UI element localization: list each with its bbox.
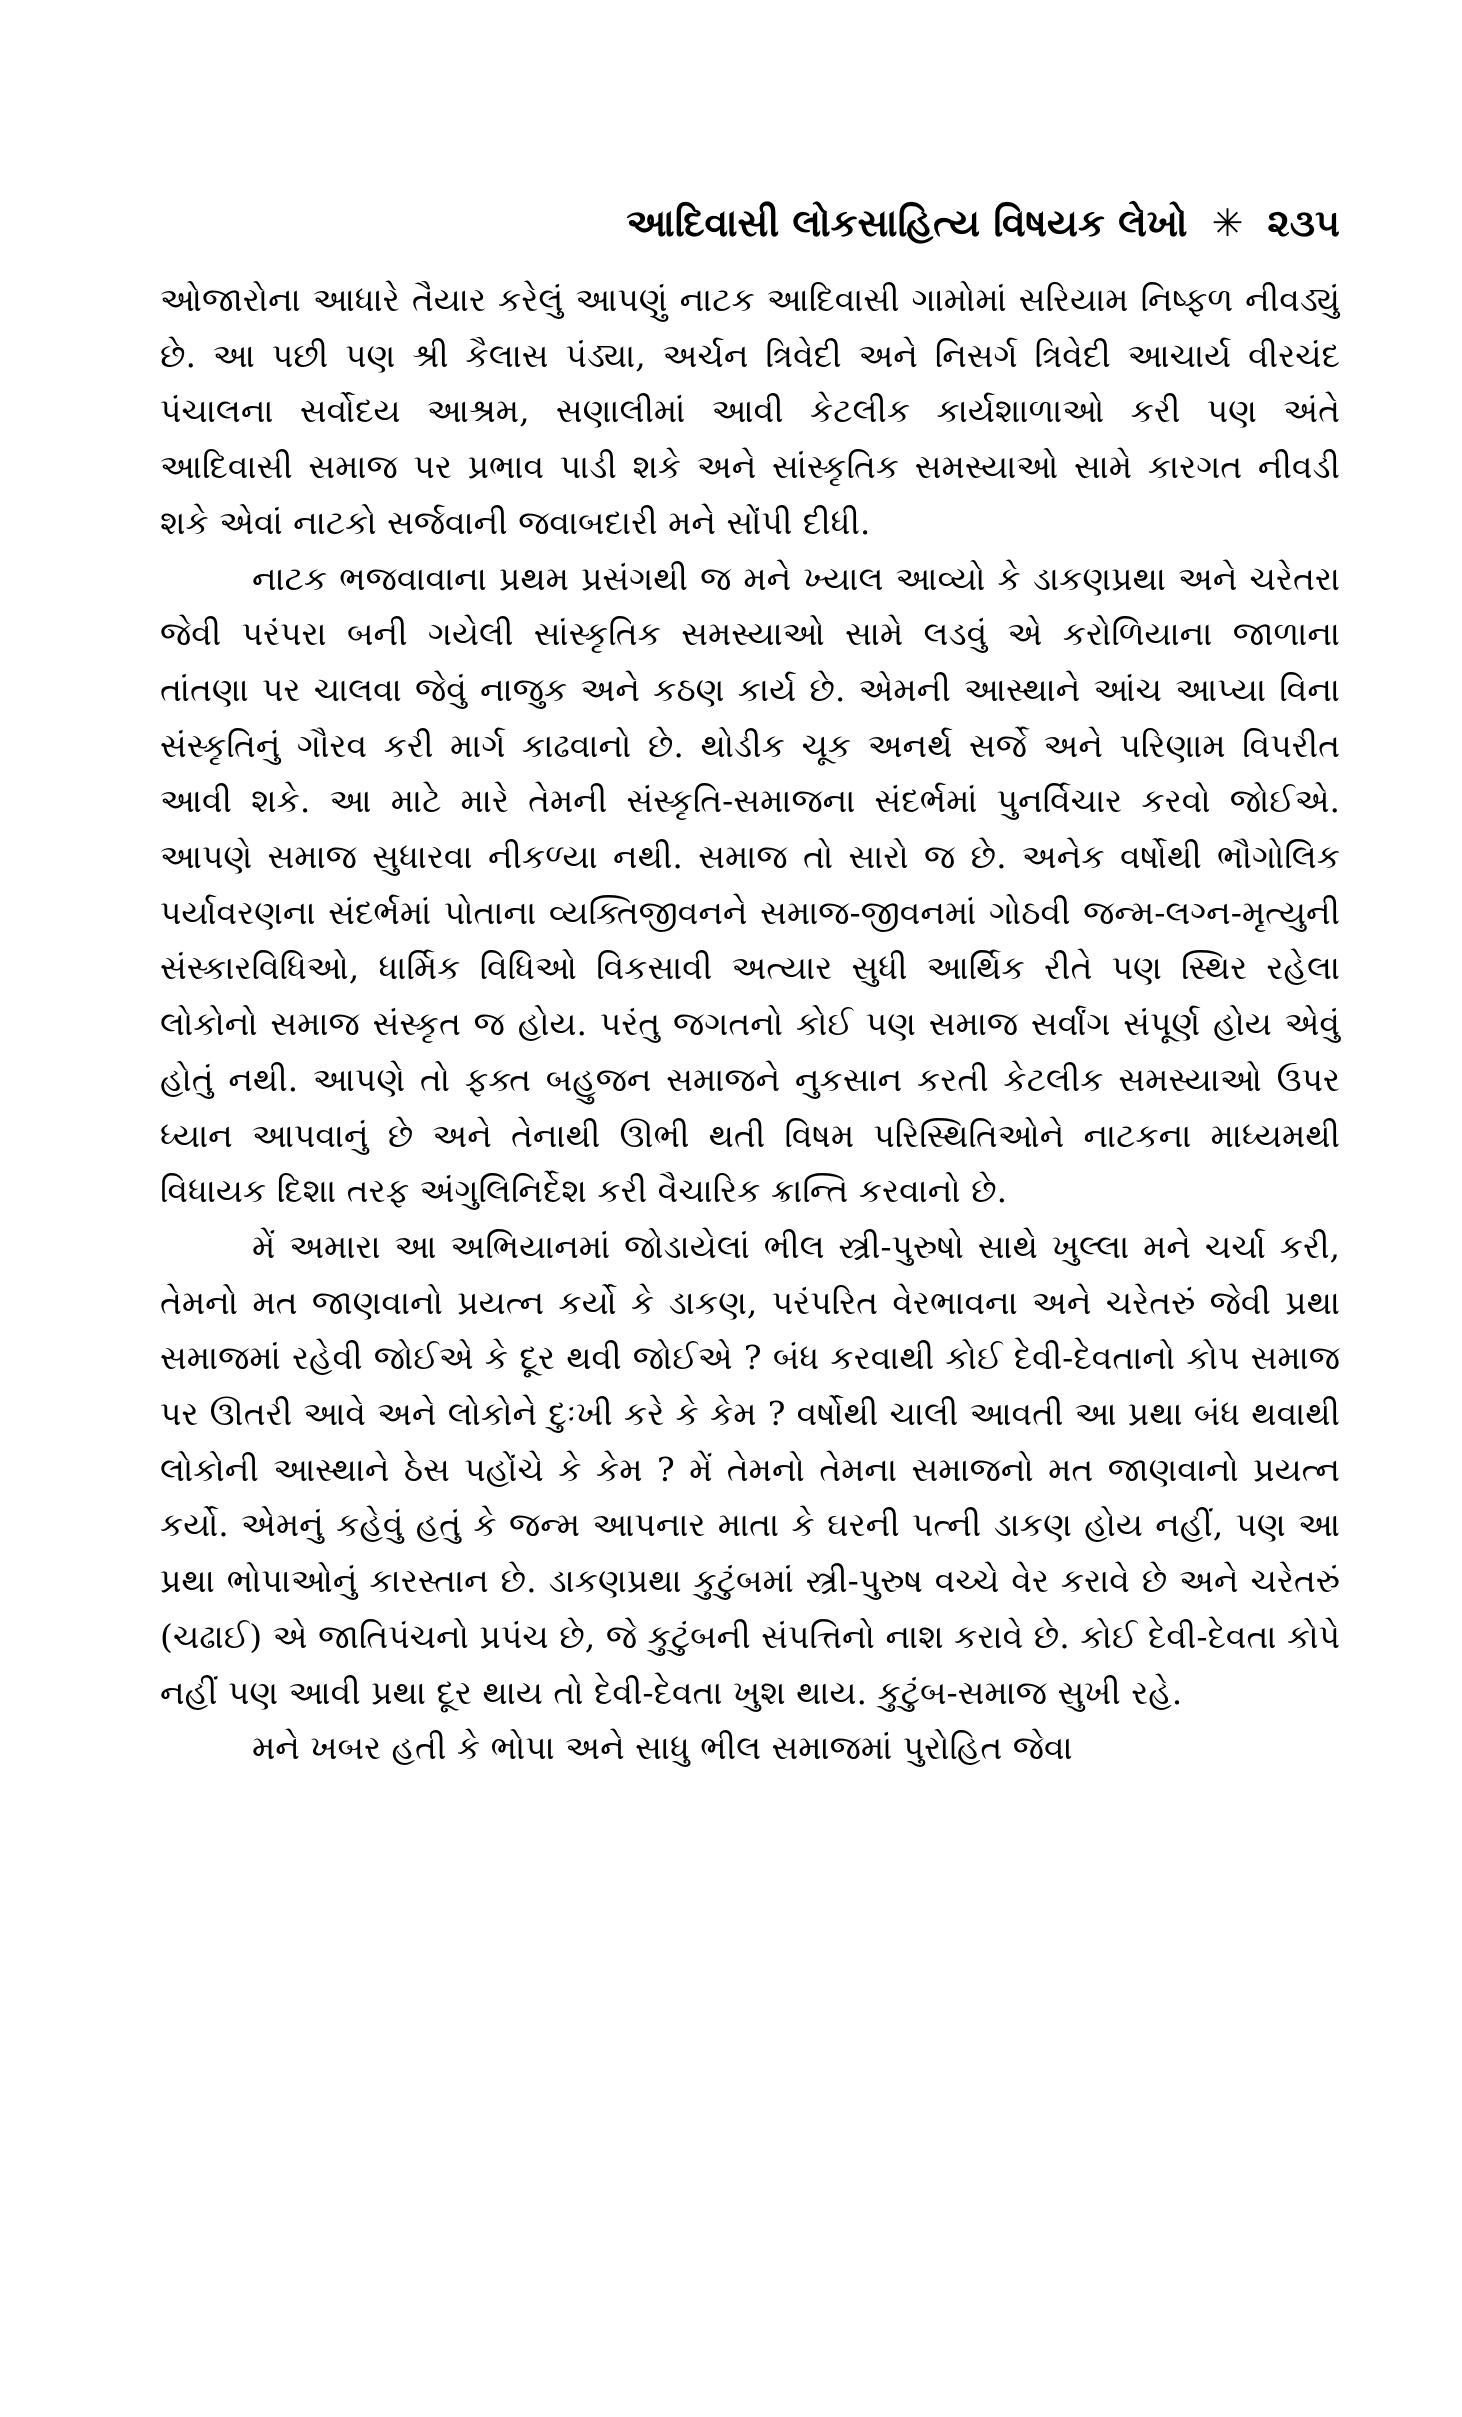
page-number: ૨૩૫ — [1267, 201, 1340, 245]
paragraph-last: મને ખબર હતી કે ભોપા અને સાધુ ભીલ સમાજમાં પુરોહિત જેવા — [252, 1728, 1073, 1768]
paragraph: નાટક ભજવાવાના પ્રથમ પ્રસંગથી જ મને ખ્યાલ આવ્યો કે ડાકણપ્રથા અને ચરેતરા જેવી પરંપરા બની ગયેલી સાંસ્કૃતિક સમસ્યાઓ સામે લડવું એ કરોળિયાના જાળાના તાંતણા પર ચાલવા જેવું નાજુક અને કઠણ કાર્ય છે. એમની આસ્થાને આંચ આપ્યા વિના સંસ્કૃતિનું ગૌરવ કરી માર્ગ કાઢવાનો છે. થોડીક ચૂક અનર્થ સર્જે અને પરિણામ વિપરીત આવી શકે. આ માટે મારે તેમની સંસ્કૃતિ-સમાજના સંદર્ભમાં પુનર્વિચાર કરવો જોઈએ. આપણે સમાજ સુધારવા નીકળ્યા નથી. સમાજ તો સારો જ છે. અનેક વર્ષોથી ભૌગોલિક પર્યાવરણના સંદર્ભમાં પોતાના વ્યક્તિજીવનને સમાજ-જીવનમાં ગોઠવી જન્મ-લગ્ન-મૃત્યુની સંસ્કારવિધિઓ, ધાર્મિક વિધિઓ વિકસાવી અત્યાર સુધી આર્થિક રીતે પણ સ્થિર રહેલા લોકોનો સમાજ સંસ્કૃત જ હોય. પરંતુ જગતનો કોઈ પણ સમાજ સર્વાંગ સંપૂર્ણ હોય એવું હોતું નથી. આપણે તો ફક્ત બહુજન સમાજને નુકસાન કરતી કેટલીક સમસ્યાઓ ઉપર ધ્યાન આપવાનું છે અને તેનાથી ઊભી થતી વિષમ પરિસ્થિતિઓને નાટકના માધ્યમથી વિધાયક દિશા તરફ અંગુલિનિર્દેશ કરી વૈચારિક ક્રાન્તિ કરવાનો છે. — [160, 558, 1340, 1211]
running-header-title: આદિવાસી લોકસાહિત્ય વિષયક લેખો — [626, 201, 1188, 245]
paragraph: મેં અમારા આ અભિયાનમાં જોડાયેલાં ભીલ સ્ત્રી-પુરુષો સાથે ખુલ્લા મને ચર્ચા કરી, તેમનો મત જાણવાનો પ્રયત્ન કર્યો કે ડાકણ, પરંપરિત વેરભાવના અને ચરેતરું જેવી પ્રથા સમાજમાં રહેવી જોઈએ કે દૂર થવી જોઈએ ? બંધ કરવાથી કોઈ દેવી-દેવતાનો કોપ સમાજ પર ઊતરી આવે અને લોકોને દુઃખી કરે કે કેમ ? વર્ષોથી ચાલી આવતી આ પ્રથા બંધ થવાથી લોકોની આસ્થાને ઠેસ પહોંચે કે કેમ ? મેં તેમનો તેમના સમાજનો મત જાણવાનો પ્રયત્ન કર્યો. એમનું કહેવું હતું કે જન્મ આપનાર માતા કે ઘરની પત્ની ડાકણ હોય નહીં, પણ આ પ્રથા ભોપાઓનું કારસ્તાન છે. ડાકણપ્રથા કુટુંબમાં સ્ત્રી-પુરુષ વચ્ચે વેર કરાવે છે અને ચરેતરું (ચઢાઈ) એ જાતિપંચનો પ્રપંચ છે, જે કુટુંબની સંપત્તિનો નાશ કરાવે છે. કોઈ દેવી-દેવતા કોપે નહીં પણ આવી પ્રથા દૂર થાય તો દેવી-દેવતા ખુશ થાય. કુટુંબ-સમાજ સુખી રહે. — [160, 1226, 1340, 1712]
body-text — [160, 272, 1340, 1776]
running-header — [540, 178, 1340, 268]
asterisk-separator-icon: ✳ — [1211, 201, 1244, 245]
paragraph-continuation: ઓજારોના આધારે તૈયાર કરેલું આપણું નાટક આદિવાસી ગામોમાં સરિયામ નિષ્ફળ નીવડ્યું છે. આ પછી પણ શ્રી કૈલાસ પંડ્યા, અર્ચન ત્રિવેદી અને નિસર્ગ ત્રિવેદી આચાર્ય વીરચંદ પંચાલના સર્વોદય આશ્રમ, સણાલીમાં આવી કેટલીક કાર્યશાળાઓ કરી પણ અંતે આદિવાસી સમાજ પર પ્રભાવ પાડી શકે અને સાંસ્કૃતિક સમસ્યાઓ સામે કારગત નીવડી શકે એવાં નાટકો સર્જવાની જવાબદારી મને સોંપી દીધી. — [160, 280, 1340, 542]
